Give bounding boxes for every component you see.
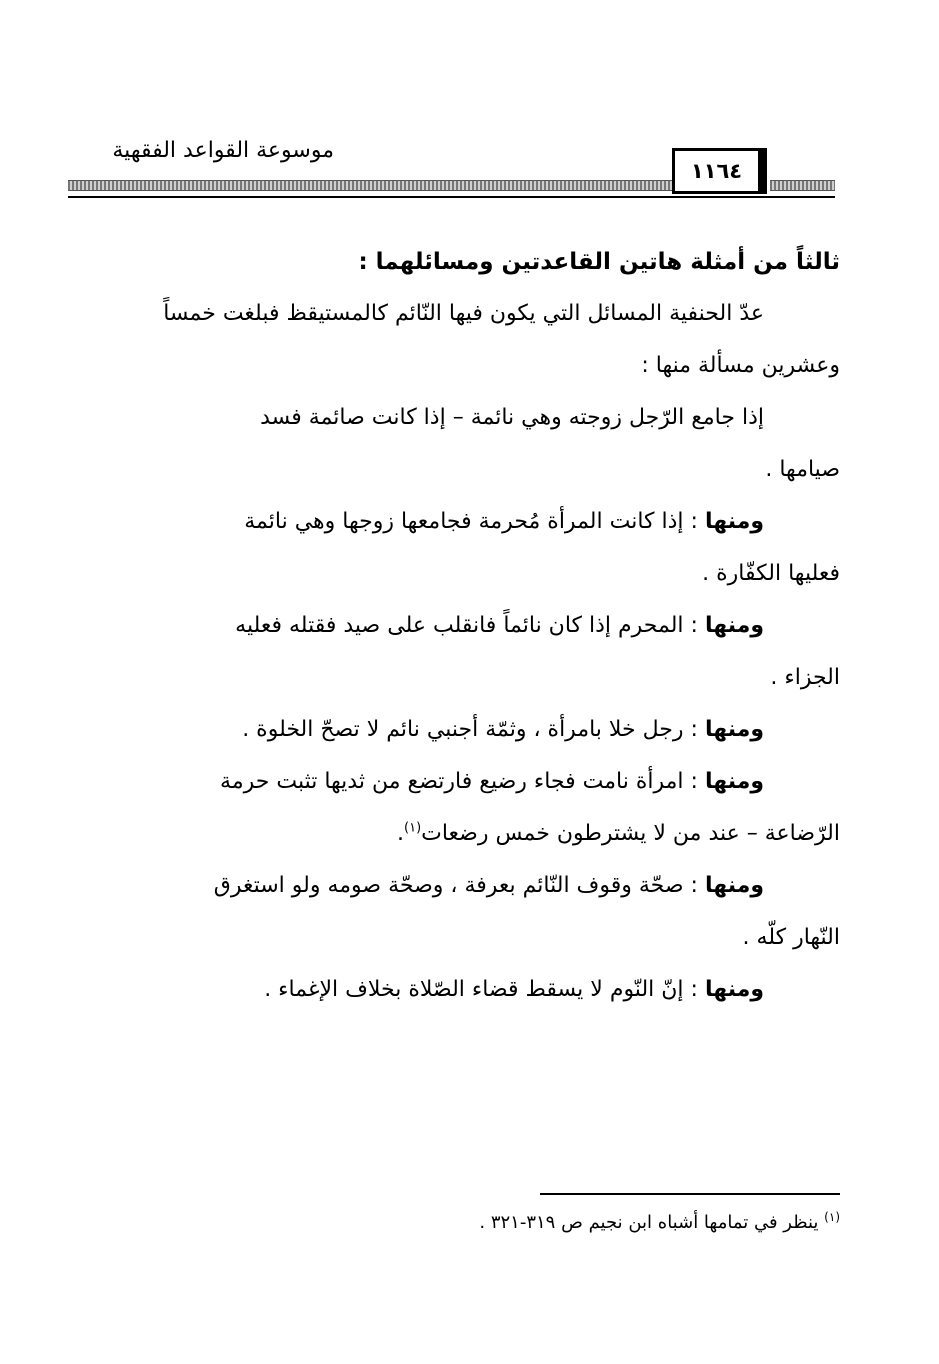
footnote-reference[interactable]: (١) (404, 820, 422, 836)
example-7-line-1 (68, 964, 840, 1016)
example-lead: ومنها (704, 769, 764, 794)
example-4-text: : رجل خلا بامرأة ، وثمّة أجنبي نائم لا تصحّ الخلوة . (242, 717, 698, 742)
example-lead: ومنها (704, 613, 764, 638)
example-3-line-1 (68, 600, 840, 652)
example-2-line-1 (68, 496, 840, 548)
header-rule (68, 196, 835, 198)
page-number: ١١٦٤ (672, 148, 767, 194)
header-decorative-bar-right (770, 180, 835, 191)
header-decorative-bar (68, 180, 672, 191)
example-lead: ومنها (704, 873, 764, 898)
section-heading: ثالثاً من أمثلة هاتين القاعدتين ومسائلهما : (358, 249, 840, 275)
example-lead: ومنها (704, 977, 764, 1002)
example-2-text: : إذا كانت المرأة مُحرمة فجامعها زوجها وهي نائمة (244, 509, 698, 534)
example-5-line-1 (68, 756, 840, 808)
intro-line-1: عدّ الحنفية المسائل التي يكون فيها النّائم كالمستيقظ فبلغت خمساً (163, 301, 764, 326)
example-2-line-2: فعليها الكفّارة . (702, 561, 840, 586)
example-6-line-2: النّهار كلّه . (742, 925, 840, 950)
footnote-rule (540, 1193, 840, 1195)
example-lead: ومنها (704, 509, 764, 534)
intro-line-2: وعشرين مسألة منها : (641, 353, 840, 378)
example-6-text: : صحّة وقوف النّائم بعرفة ، وصحّة صومه ولو استغرق (213, 873, 698, 898)
example-5-end: . (397, 821, 404, 846)
example-6-line-1 (68, 860, 840, 912)
example-3-line-2: الجزاء . (770, 665, 840, 690)
example-3-text: : المحرم إذا كان نائماً فانقلب على صيد فقتله فعليه (235, 613, 698, 638)
example-4-line-1 (68, 704, 840, 756)
example-5-text: : امرأة نامت فجاء رضيع فارتضع من ثديها تثبت حرمة (220, 769, 698, 794)
example-5-line-2 (68, 808, 840, 860)
footnote-text: ينظر في تمامها أشباه ابن نجيم ص ٣١٩-٣٢١ . (479, 1212, 819, 1233)
example-7-text: : إنّ النّوم لا يسقط قضاء الصّلاة بخلاف الإغماء . (264, 977, 698, 1002)
footnote (479, 1212, 840, 1233)
example-1-line-2: صيامها . (765, 457, 840, 482)
example-lead: ومنها (704, 717, 764, 742)
page-body (68, 236, 840, 1016)
example-5-text-2: الرّضاعة – عند من لا يشترطون خمس رضعات (421, 821, 840, 846)
book-title: موسوعة القواعد الفقهية (112, 138, 334, 163)
example-1-line-1: إذا جامع الرّجل زوجته وهي نائمة – إذا كانت صائمة فسد (260, 405, 764, 430)
footnote-marker: (١) (824, 1210, 840, 1224)
